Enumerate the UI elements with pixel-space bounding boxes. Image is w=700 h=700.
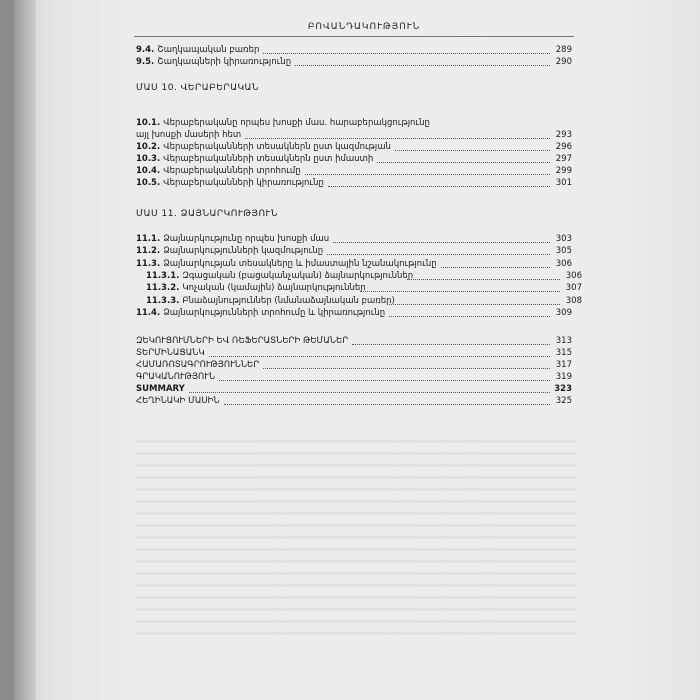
toc-page-number: 289 (555, 45, 572, 55)
toc-entry-label (136, 396, 220, 406)
toc-entry (136, 395, 572, 407)
toc-entry-number: 11.1. (136, 234, 161, 244)
toc-entry-number: 11.3.2. (146, 283, 180, 293)
toc-dot-leader (360, 291, 560, 292)
toc-page-number: 319 (555, 372, 572, 382)
toc-entry-title: Շաղկապական բառեր (157, 45, 260, 55)
toc-dot-leader (352, 344, 550, 345)
toc-entry (136, 335, 572, 347)
toc-entry-label (136, 308, 385, 318)
toc-dot-leader (305, 174, 550, 175)
toc-page-number: 299 (555, 166, 572, 176)
toc-entry (136, 165, 572, 177)
toc-entry-label (136, 83, 259, 93)
header-rule (134, 36, 574, 37)
toc-entry-label (136, 234, 329, 244)
toc-entry-number: 11.2. (136, 246, 161, 256)
toc-dot-leader (389, 316, 550, 317)
toc-entry-label (136, 118, 430, 128)
toc-page-number: 307 (565, 283, 582, 293)
toc-entry-number: 11.3.1. (146, 271, 180, 281)
toc-entry (136, 307, 572, 319)
toc-entry-title: Զգացական (բացականչական) ձայնարկություններ (182, 271, 414, 281)
toc-entry (136, 282, 582, 294)
toc-page-number: 303 (555, 234, 572, 244)
toc-entry-label (146, 296, 395, 306)
toc-entry (136, 359, 572, 371)
toc-dot-leader (441, 267, 550, 268)
toc-page-number: 301 (555, 178, 572, 188)
toc-entry-title: Ձայնարկությունների կազմությունը (163, 246, 324, 256)
toc-entry-label (136, 259, 437, 269)
toc-entry-title: Վերաբերականների կիրառությունը (163, 178, 324, 188)
toc-entry-title: ԶԵԿՈՒՑՈՒՄՆԵՐԻ ԵՎ ՌԵՖԵՐԱՏՆԵՐԻ ԹԵՄԱՆԵՐ (136, 336, 349, 346)
toc-entry (136, 141, 572, 153)
toc-entry-number: 10.5. (136, 178, 161, 188)
toc-entry (136, 177, 572, 189)
toc-entry-title: Կոչական (կամային) ձայնարկություններ (182, 283, 366, 293)
toc-entry-title: Ձայնարկությունը որպես խոսքի մաս (163, 234, 330, 244)
toc-page-number: 325 (555, 396, 572, 406)
toc-dot-leader (189, 392, 550, 393)
toc-entry-label (146, 271, 413, 281)
toc-page-number: 293 (555, 130, 572, 140)
toc-entry-label (136, 372, 215, 382)
toc-entry-number: 10.2. (136, 142, 161, 152)
toc-dot-leader (245, 138, 550, 139)
toc-entry-title: ՀԱՄԱՌՈՏԱԳՐՈՒԹՅՈՒՆՆԵՐ (136, 360, 260, 370)
running-header: ԲՈՎԱՆԴԱԿՈՒԹՅՈՒՆ (307, 22, 421, 32)
toc-entry (136, 129, 572, 141)
toc-entry (136, 371, 572, 383)
toc-entry (136, 233, 572, 245)
toc-entry (136, 245, 572, 257)
toc-dot-leader (328, 186, 550, 187)
toc-entry-title: ԳՐԱԿԱՆՈՒԹՅՈՒՆ (136, 372, 216, 382)
toc-dot-leader (219, 380, 550, 381)
toc-dot-leader (407, 279, 560, 280)
toc-entry-number: 11.4. (136, 308, 161, 318)
toc-entry-label (136, 142, 391, 152)
toc-dot-leader (327, 254, 550, 255)
toc-entry-title: Ձայնարկությունների տրոհումը և կիրառությունը (163, 308, 386, 318)
toc-dot-leader (209, 356, 550, 357)
toc-entry-label (136, 246, 323, 256)
toc-entry-title: Ձայնարկության տեսակները և իմաստային նշանակությունը (163, 259, 437, 269)
toc-page-number: 297 (555, 154, 572, 164)
toc-entry-title: Բնաձայնություններ (նմանաձայնական բառեր) (182, 296, 395, 306)
toc-dot-leader (395, 150, 550, 151)
toc-entry-title: Շաղկապների կիրառությունը (157, 57, 292, 67)
toc-entry-label (146, 283, 366, 293)
toc-page-number: 306 (565, 271, 582, 281)
toc-entry-title: ՀԵՂԻՆԱԿԻ ՄԱՍԻՆ (136, 396, 220, 406)
toc-section-heading (136, 208, 572, 220)
book-page (14, 0, 700, 700)
toc-entry-title: Վերաբերականը որպես խոսքի մաս. հարաբերակցությունը (163, 118, 430, 128)
toc-entry (136, 383, 572, 395)
toc-dot-leader (333, 242, 550, 243)
toc-entry (136, 117, 572, 129)
book-spine-shadow (14, 0, 36, 700)
bleed-through-text (136, 440, 576, 640)
toc-entry (136, 295, 582, 307)
toc-page-number: 296 (555, 142, 572, 152)
toc-entry-title: ՏԵՐՄԻՆԱՑԱՆԿ (136, 348, 205, 358)
toc-entry-label (136, 45, 259, 55)
toc-page-number: 323 (554, 384, 572, 394)
toc-entry-number: 9.4. (136, 45, 155, 55)
toc-entry-title: SUMMARY (136, 384, 185, 394)
toc-entry-number: 10.1. (136, 118, 161, 128)
toc-page-number: 313 (555, 336, 572, 346)
toc-entry-title: Վերաբերականների տրոհումը (163, 166, 301, 176)
toc-entry-number: 9.5. (136, 57, 155, 67)
toc-entry-number: 11.3. (136, 259, 161, 269)
toc-entry-label (136, 348, 205, 358)
toc-dot-leader (377, 162, 550, 163)
toc-entry (136, 56, 572, 68)
toc-entry-label (136, 130, 241, 140)
toc-entry (136, 347, 572, 359)
toc-entry-label (136, 336, 348, 346)
toc-page-number: 315 (555, 348, 572, 358)
toc-entry-label (136, 154, 373, 164)
toc-page-number: 309 (555, 308, 572, 318)
toc-entry-title: Վերաբերականների տեսակներն ըստ իմաստի (163, 154, 374, 164)
toc-dot-leader (263, 368, 550, 369)
toc-dot-leader (295, 65, 550, 66)
toc-entry-label (136, 209, 278, 219)
toc-entry-label (136, 166, 301, 176)
toc-dot-leader (263, 53, 550, 54)
toc-page-number: 308 (565, 296, 582, 306)
toc-dot-leader (224, 404, 550, 405)
toc-section-heading (136, 82, 572, 94)
toc-page-number: 306 (555, 259, 572, 269)
toc-entry-number: 11.3.3. (146, 296, 180, 306)
toc-entry-title: ՄԱՍ 10. ՎԵՐԱԲԵՐԱԿԱՆ (136, 83, 260, 93)
toc-entry-label (136, 360, 259, 370)
toc-page-number: 305 (555, 246, 572, 256)
toc-page-number: 317 (555, 360, 572, 370)
toc-entry-number: 10.3. (136, 154, 161, 164)
toc-entry (136, 270, 582, 282)
toc-entry-label (136, 57, 291, 67)
toc-entry (136, 44, 572, 56)
toc-entry-label (136, 384, 185, 394)
toc-entry-title: այլ խոսքի մասերի հետ (136, 130, 242, 140)
toc-entry-title: ՄԱՍ 11. ՁԱՅՆԱՐԿՈՒԹՅՈՒՆ (136, 209, 278, 219)
toc-dot-leader (389, 304, 560, 305)
toc-entry-label (136, 178, 324, 188)
toc-entry-title: Վերաբերականների տեսակներն ըստ կազմության (163, 142, 391, 152)
toc-entry-number: 10.4. (136, 166, 161, 176)
toc-entry (136, 153, 572, 165)
toc-entry (136, 258, 572, 270)
toc-page-number: 290 (555, 57, 572, 67)
